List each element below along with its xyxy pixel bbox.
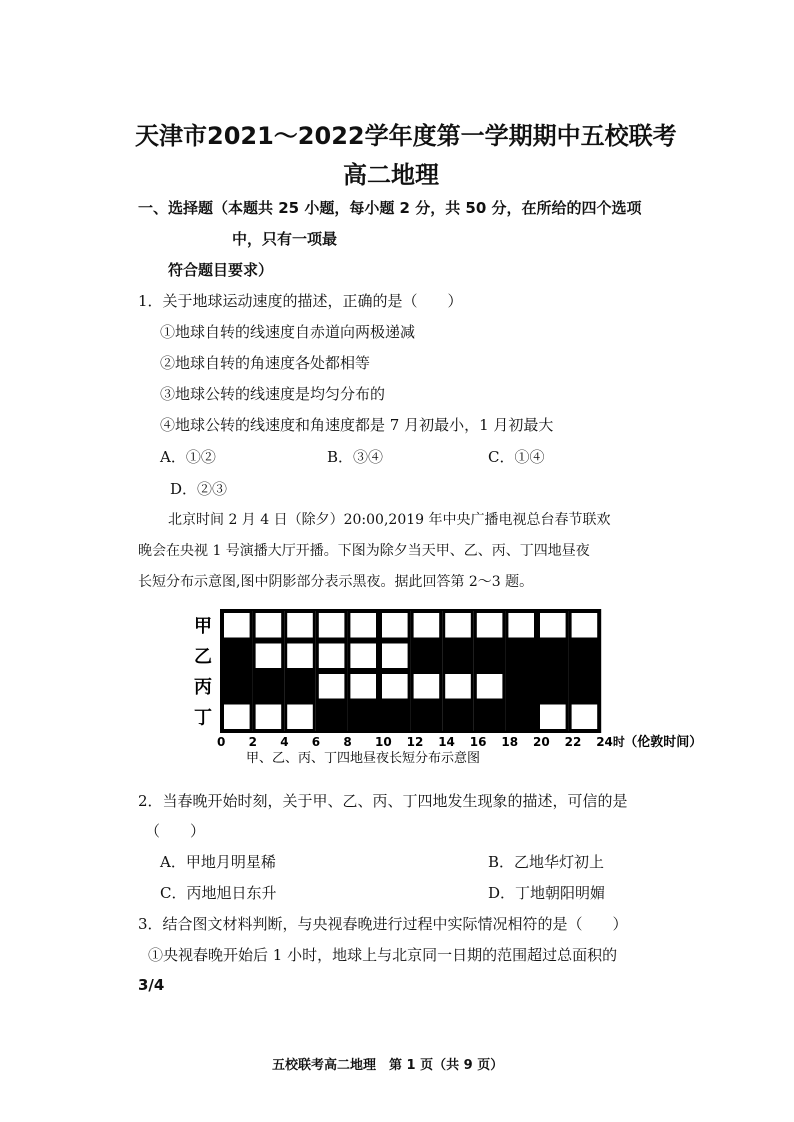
day-cell (256, 705, 282, 730)
night-cell (221, 641, 253, 672)
material-paragraph: 晚会在央视 1 号演播大厅开播。下图为除夕当天甲、乙、丙、丁四地昼夜 (138, 543, 590, 559)
night-cell (411, 641, 443, 672)
day-cell (540, 613, 566, 638)
row-label: 丁 (194, 707, 212, 729)
figure-caption: 甲、乙、丙、丁四地昼夜长短分布示意图 (246, 751, 481, 766)
x-tick-label: 8 (343, 735, 352, 749)
day-cell (350, 644, 376, 669)
question-1-item: ③地球公转的线速度是均匀分布的 (160, 385, 386, 403)
x-tick-label: 16 (469, 735, 487, 749)
x-tick-label: 18 (501, 735, 519, 749)
day-cell (572, 705, 598, 730)
question-3-item-cont: 3/4 (138, 976, 165, 994)
x-tick-label: 4 (280, 735, 289, 749)
day-cell (350, 674, 376, 699)
row-label: 乙 (194, 646, 212, 668)
night-cell (284, 671, 316, 702)
section-heading-cont: 中，只有一项最 (232, 230, 338, 248)
material-paragraph: 长短分布示意图,图中阴影部分表示黑夜。据此回答第 2～3 题。 (138, 574, 534, 590)
x-tick-label: 0 (217, 735, 226, 749)
question-1-item: ①地球自转的线速度自赤道向两极递减 (160, 323, 416, 341)
row-label: 甲 (194, 615, 212, 637)
day-cell (224, 705, 250, 730)
night-cell (253, 671, 285, 702)
question-2-option-b: B．乙地华灯初上 (488, 853, 605, 871)
x-tick-label: 22 (564, 735, 582, 749)
section-heading: 一、选择题（本题共 25 小题，每小题 2 分，共 50 分，在所给的四个选项 (138, 199, 642, 217)
x-tick-label: 2 (248, 735, 257, 749)
night-cell (505, 702, 537, 733)
day-cell (477, 613, 503, 638)
night-cell (537, 641, 569, 672)
night-cell (442, 641, 474, 672)
day-cell (224, 613, 250, 638)
day-cell (477, 674, 503, 699)
x-axis-unit: （伦敦时间） (624, 735, 703, 750)
question-3-item: ①央视春晚开始后 1 小时，地球上与北京同一日期的范围超过总面积的 (148, 946, 618, 964)
page-subtitle: 高二地理 (343, 161, 439, 189)
row-label: 丙 (194, 676, 212, 698)
day-cell (540, 705, 566, 730)
day-cell (445, 674, 471, 699)
night-cell (474, 702, 506, 733)
material-paragraph: 北京时间 2 月 4 日（除夕）20:00,2019 年中央广播电视总台春节联欢 (168, 512, 611, 528)
x-tick-label: 24时 (596, 735, 625, 749)
day-night-figure (190, 604, 750, 779)
question-1-item: ④地球公转的线速度和角速度都是 7 月初最小，1 月初最大 (160, 416, 554, 434)
day-cell (414, 613, 440, 638)
night-cell (442, 702, 474, 733)
day-cell (572, 613, 598, 638)
question-3-stem: 3．结合图文材料判断，与央视春晚进行过程中实际情况相符的是（ ） (138, 915, 628, 933)
page-title: 天津市2021～2022学年度第一学期期中五校联考 (135, 122, 677, 150)
day-cell (256, 613, 282, 638)
question-2-option-c: C．丙地旭日东升 (160, 884, 277, 902)
question-1-option-c: C．①④ (488, 448, 545, 466)
x-tick-label: 12 (406, 735, 424, 749)
night-cell (569, 641, 601, 672)
night-cell (569, 671, 601, 702)
night-cell (411, 702, 443, 733)
day-cell (382, 674, 408, 699)
night-cell (316, 702, 348, 733)
x-tick-label: 20 (533, 735, 550, 749)
day-cell (414, 674, 440, 699)
day-cell (256, 644, 282, 669)
night-cell (347, 702, 379, 733)
question-1-option-d: D．②③ (170, 480, 228, 498)
night-cell (379, 702, 411, 733)
question-2-stem-cont: （ ） (145, 822, 206, 840)
page-footer: 五校联考高二地理 第 1 页（共 9 页） (272, 1058, 504, 1073)
day-cell (287, 705, 313, 730)
question-2-option-d: D．丁地朝阳明媚 (488, 884, 606, 902)
night-cell (505, 641, 537, 672)
question-1-item: ②地球自转的角速度各处都相等 (160, 354, 371, 372)
day-cell (382, 613, 408, 638)
day-cell (287, 644, 313, 669)
question-2-option-a: A．甲地月明星稀 (160, 853, 276, 871)
section-heading-cont2: 符合题目要求） (168, 261, 274, 279)
day-cell (319, 644, 345, 669)
question-1-stem: 1．关于地球运动速度的描述，正确的是（ ） (138, 292, 463, 310)
day-cell (382, 644, 408, 669)
night-cell (505, 671, 537, 702)
question-1-option-a: A．①② (160, 448, 216, 466)
x-tick-label: 10 (375, 735, 392, 749)
night-cell (537, 671, 569, 702)
question-2-stem: 2．当春晚开始时刻，关于甲、乙、丙、丁四地发生现象的描述，可信的是 (138, 792, 628, 810)
day-cell (350, 613, 376, 638)
day-cell (287, 613, 313, 638)
night-cell (474, 641, 506, 672)
x-tick-label: 14 (438, 735, 455, 749)
day-cell (319, 613, 345, 638)
x-tick-label: 6 (311, 735, 321, 749)
question-1-option-b: B．③④ (327, 448, 384, 466)
night-cell (221, 671, 253, 702)
day-cell (319, 674, 345, 699)
day-cell (508, 613, 534, 638)
day-cell (445, 613, 471, 638)
